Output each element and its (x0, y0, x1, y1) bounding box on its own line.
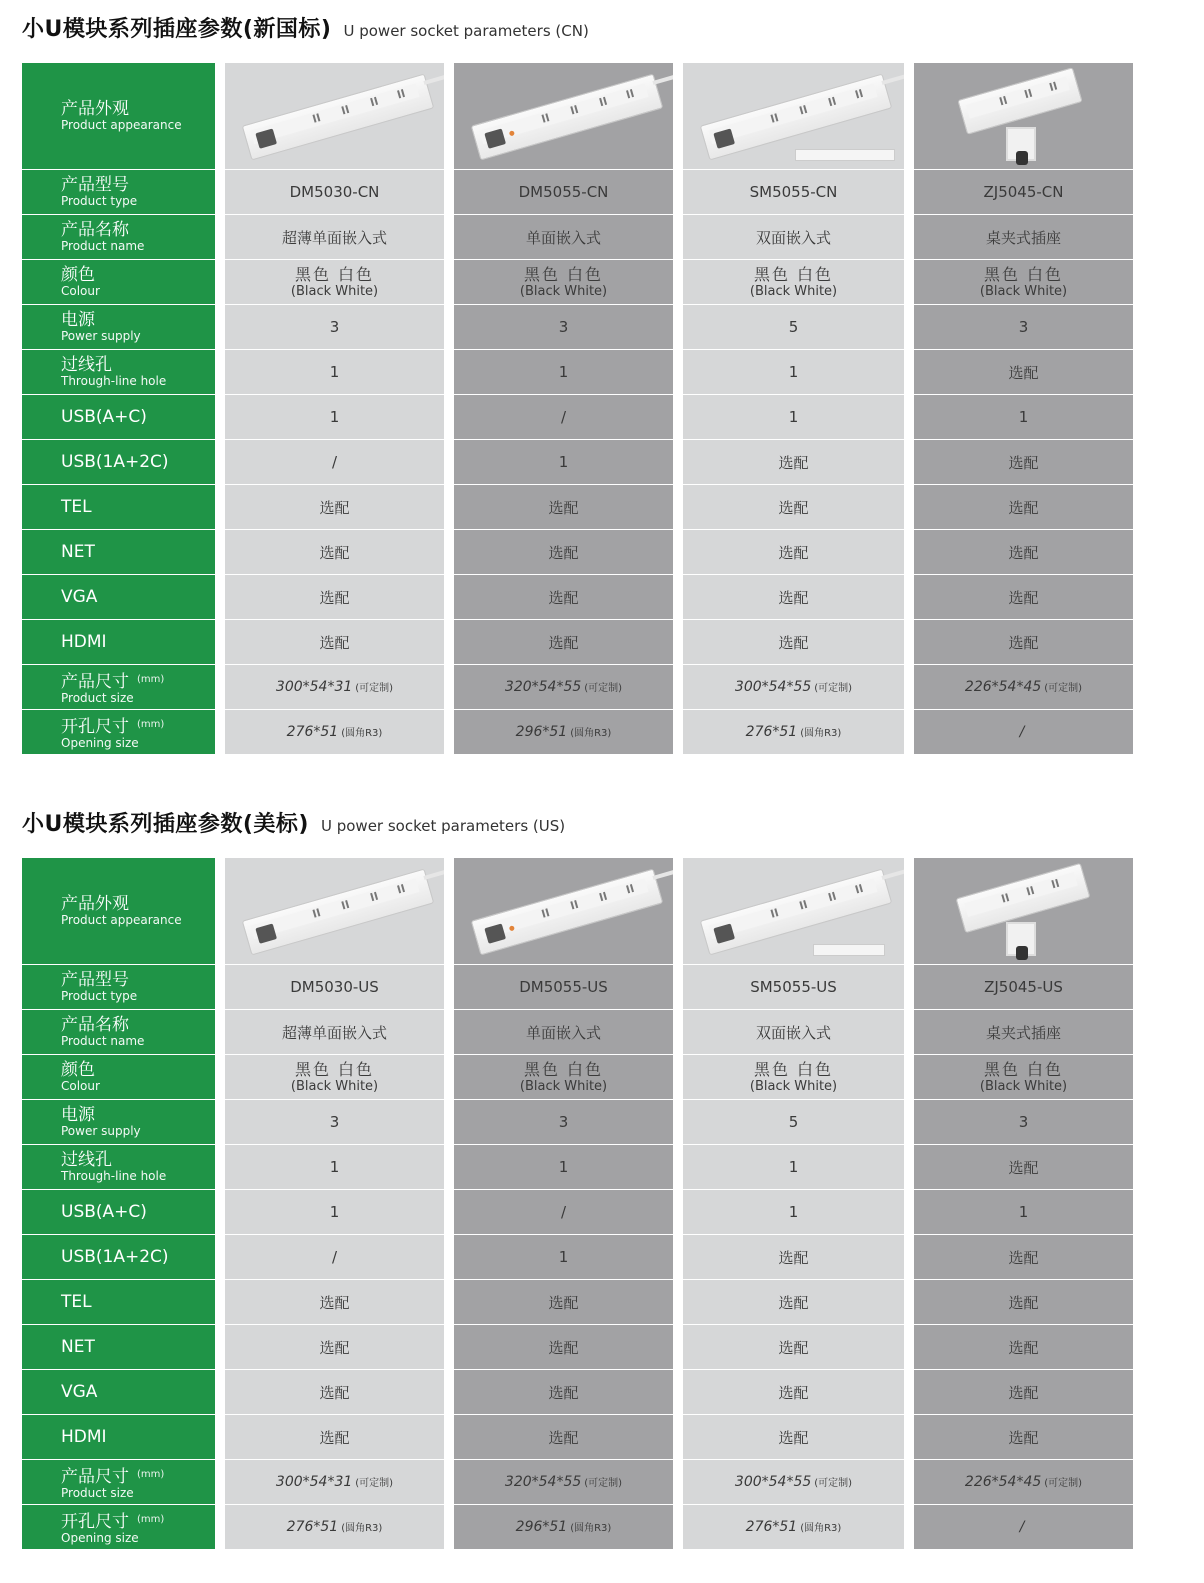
section-title-en: U power socket parameters (US) (320, 817, 566, 835)
label-en: Product type (61, 194, 138, 208)
colour-en: (Black White) (979, 1078, 1068, 1094)
cell-type: DM5030-US (225, 965, 444, 1009)
cell-net: 选配 (225, 530, 444, 574)
opening-note: (圆角R3) (800, 1523, 842, 1534)
opening-note: (圆角R3) (800, 728, 842, 739)
cell-colour (914, 260, 1133, 304)
size-value: 320*54*55 (504, 1474, 582, 1490)
row-usbac (22, 395, 1136, 440)
label-zh (61, 670, 215, 692)
label-usb1a2c (22, 1235, 215, 1279)
socket-back-image (795, 149, 895, 161)
opening-value: / (1019, 1519, 1025, 1535)
row-opening (22, 1505, 1136, 1550)
cell-vga: 选配 (683, 1370, 904, 1414)
size-value: 300*54*31 (275, 679, 353, 695)
size-note: (可定制) (355, 1478, 394, 1489)
cell-opening (914, 1505, 1133, 1549)
colour-zh: 黑色 白色 (753, 264, 834, 284)
section-title (22, 807, 565, 838)
label-en: Power supply (61, 1124, 141, 1138)
label-text: VGA (61, 1382, 98, 1402)
cell-usb1a2c: 1 (454, 440, 673, 484)
cell-usb1a2c: 选配 (914, 440, 1133, 484)
cell-opening (454, 710, 673, 754)
label-text: NET (61, 1337, 95, 1357)
product-image (683, 858, 904, 964)
spec-table (22, 63, 1136, 755)
label-vga (22, 1370, 215, 1414)
label-zh-text: 开孔尺寸 (61, 716, 129, 737)
label-text: USB(A+C) (61, 1202, 147, 1222)
label-en: Colour (61, 1079, 100, 1093)
label-zh: 过线孔 (61, 355, 112, 375)
size-value: 300*54*55 (734, 679, 812, 695)
label-en: Product name (61, 1034, 145, 1048)
cell-name: 超薄单面嵌入式 (225, 215, 444, 259)
row-hole (22, 350, 1136, 395)
label-usb1a2c (22, 440, 215, 484)
label-en: Through-line hole (61, 1169, 167, 1183)
label-zh-text: 开孔尺寸 (61, 1511, 129, 1532)
spec-table (22, 858, 1136, 1550)
colour-zh: 黑色 白色 (983, 264, 1064, 284)
cell-hdmi: 选配 (914, 1415, 1133, 1459)
socket-strip-image (700, 869, 893, 956)
cell-size (454, 665, 673, 709)
label-en: Product appearance (61, 118, 182, 132)
size-note: (可定制) (584, 683, 623, 694)
cell-tel: 选配 (225, 485, 444, 529)
colour-en: (Black White) (290, 283, 379, 299)
label-hole (22, 350, 215, 394)
cell-type: DM5055-US (454, 965, 673, 1009)
label-power (22, 1100, 215, 1144)
label-text: USB(1A+2C) (61, 452, 169, 472)
label-power (22, 305, 215, 349)
label-size (22, 1460, 215, 1504)
socket-strip-image (242, 869, 435, 956)
cell-hole: 1 (683, 1145, 904, 1189)
section-title-zh: 小U模块系列插座参数(美标) (22, 812, 309, 837)
cell-hdmi: 选配 (454, 620, 673, 664)
size-note: (可定制) (1044, 1478, 1083, 1489)
opening-value: 276*51 (745, 1519, 798, 1535)
cell-hole: 1 (683, 350, 904, 394)
cell-power: 3 (914, 1100, 1133, 1144)
label-type (22, 965, 215, 1009)
label-zh: 产品名称 (61, 220, 129, 240)
colour-en: (Black White) (519, 1078, 608, 1094)
cell-usb1a2c: 选配 (683, 440, 904, 484)
cell-opening (454, 1505, 673, 1549)
cell-hole: 选配 (914, 1145, 1133, 1189)
cell-power: 3 (225, 305, 444, 349)
colour-zh: 黑色 白色 (523, 264, 604, 284)
cell-hdmi: 选配 (225, 620, 444, 664)
cell-usbac: 1 (683, 395, 904, 439)
cell-opening (683, 710, 904, 754)
cell-hdmi: 选配 (683, 620, 904, 664)
label-zh: 产品型号 (61, 175, 129, 195)
cell-opening (225, 1505, 444, 1549)
cell-name: 超薄单面嵌入式 (225, 1010, 444, 1054)
label-en: Colour (61, 284, 100, 298)
label-unit: (mm) (137, 1468, 165, 1480)
label-zh: 产品型号 (61, 970, 129, 990)
label-unit: (mm) (137, 718, 165, 730)
product-image (225, 858, 444, 964)
label-en: Product size (61, 1485, 134, 1500)
row-type (22, 170, 1136, 215)
cell-vga: 选配 (454, 1370, 673, 1414)
cell-type: DM5030-CN (225, 170, 444, 214)
label-zh-text: 产品尺寸 (61, 671, 129, 692)
label-en: Opening size (61, 735, 139, 750)
label-text: USB(A+C) (61, 407, 147, 427)
cell-size (914, 665, 1133, 709)
label-size (22, 665, 215, 709)
cell-usb1a2c: 选配 (914, 1235, 1133, 1279)
size-value: 226*54*45 (964, 1474, 1042, 1490)
socket-strip-image (700, 74, 893, 161)
cell-name: 双面嵌入式 (683, 215, 904, 259)
row-power (22, 1100, 1136, 1145)
row-hdmi (22, 620, 1136, 665)
colour-en: (Black White) (749, 1078, 838, 1094)
colour-zh: 黑色 白色 (294, 264, 375, 284)
label-name (22, 215, 215, 259)
cell-power: 3 (454, 305, 673, 349)
label-zh: 电源 (61, 1105, 95, 1125)
label-name (22, 1010, 215, 1054)
cell-tel: 选配 (454, 485, 673, 529)
product-image (683, 63, 904, 169)
row-vga (22, 1370, 1136, 1415)
label-text: TEL (61, 497, 92, 517)
cell-usb1a2c: / (225, 440, 444, 484)
cell-colour (454, 260, 673, 304)
label-zh: 产品名称 (61, 1015, 129, 1035)
row-usb1a2c (22, 1235, 1136, 1280)
label-appearance (22, 858, 215, 964)
cell-colour (454, 1055, 673, 1099)
row-appearance (22, 858, 1136, 965)
row-net (22, 1325, 1136, 1370)
label-opening (22, 710, 215, 754)
cell-usb1a2c: 选配 (683, 1235, 904, 1279)
cell-tel: 选配 (454, 1280, 673, 1324)
cell-usbac: 1 (914, 1190, 1133, 1234)
label-zh (61, 1510, 215, 1532)
socket-back-image (813, 944, 885, 956)
cell-vga: 选配 (914, 1370, 1133, 1414)
cell-name: 桌夹式插座 (914, 1010, 1133, 1054)
socket-strip-image (242, 74, 435, 161)
colour-zh: 黑色 白色 (983, 1059, 1064, 1079)
row-opening (22, 710, 1136, 755)
cell-net: 选配 (914, 530, 1133, 574)
size-note: (可定制) (584, 1478, 623, 1489)
label-appearance (22, 63, 215, 169)
row-colour (22, 1055, 1136, 1100)
cell-hole: 选配 (914, 350, 1133, 394)
colour-en: (Black White) (519, 283, 608, 299)
cell-usb1a2c: / (225, 1235, 444, 1279)
cell-power: 5 (683, 305, 904, 349)
size-note: (可定制) (1044, 683, 1083, 694)
row-colour (22, 260, 1136, 305)
opening-value: 276*51 (745, 724, 798, 740)
colour-zh: 黑色 白色 (753, 1059, 834, 1079)
cell-type: SM5055-US (683, 965, 904, 1009)
row-usbac (22, 1190, 1136, 1235)
row-name (22, 1010, 1136, 1055)
label-tel (22, 485, 215, 529)
label-zh (61, 715, 215, 737)
cell-usb1a2c: 1 (454, 1235, 673, 1279)
colour-zh: 黑色 白色 (294, 1059, 375, 1079)
label-zh: 颜色 (61, 1060, 95, 1080)
label-zh: 产品外观 (61, 894, 129, 914)
label-en: Power supply (61, 329, 141, 343)
cell-size (225, 665, 444, 709)
cell-colour (683, 260, 904, 304)
label-zh: 电源 (61, 310, 95, 330)
label-colour (22, 260, 215, 304)
socket-strip-image (471, 869, 664, 956)
label-opening (22, 1505, 215, 1549)
product-image (914, 63, 1133, 169)
cell-colour (225, 1055, 444, 1099)
label-type (22, 170, 215, 214)
cell-opening (683, 1505, 904, 1549)
cell-usbac: 1 (225, 395, 444, 439)
cell-hole: 1 (225, 1145, 444, 1189)
cell-power: 3 (225, 1100, 444, 1144)
opening-value: / (1019, 724, 1025, 740)
section-title-zh: 小U模块系列插座参数(新国标) (22, 17, 332, 42)
cell-vga: 选配 (683, 575, 904, 619)
desk-clamp-image (1006, 922, 1036, 956)
cell-tel: 选配 (914, 485, 1133, 529)
row-name (22, 215, 1136, 260)
cell-size (683, 1460, 904, 1504)
colour-en: (Black White) (749, 283, 838, 299)
cell-hdmi: 选配 (683, 1415, 904, 1459)
desk-clamp-image (1006, 127, 1036, 161)
row-tel (22, 485, 1136, 530)
cell-net: 选配 (454, 530, 673, 574)
label-en: Opening size (61, 1530, 139, 1545)
label-colour (22, 1055, 215, 1099)
size-note: (可定制) (814, 1478, 853, 1489)
cell-net: 选配 (454, 1325, 673, 1369)
cell-vga: 选配 (914, 575, 1133, 619)
cell-net: 选配 (914, 1325, 1133, 1369)
label-zh: 过线孔 (61, 1150, 112, 1170)
label-zh: 产品外观 (61, 99, 129, 119)
cell-size (683, 665, 904, 709)
row-tel (22, 1280, 1136, 1325)
label-vga (22, 575, 215, 619)
cell-size (454, 1460, 673, 1504)
label-usbac (22, 1190, 215, 1234)
cell-name: 桌夹式插座 (914, 215, 1133, 259)
cell-usbac: 1 (225, 1190, 444, 1234)
colour-en: (Black White) (290, 1078, 379, 1094)
opening-value: 296*51 (515, 724, 568, 740)
cell-size (914, 1460, 1133, 1504)
cell-opening (225, 710, 444, 754)
row-hdmi (22, 1415, 1136, 1460)
cell-power: 3 (454, 1100, 673, 1144)
cell-colour (225, 260, 444, 304)
label-en: Product appearance (61, 913, 182, 927)
label-net (22, 530, 215, 574)
size-note: (可定制) (355, 683, 394, 694)
opening-value: 296*51 (515, 1519, 568, 1535)
cell-tel: 选配 (683, 1280, 904, 1324)
cell-power: 3 (914, 305, 1133, 349)
product-image (454, 858, 673, 964)
product-image (225, 63, 444, 169)
cell-type: ZJ5045-CN (914, 170, 1133, 214)
cell-colour (683, 1055, 904, 1099)
opening-value: 276*51 (286, 1519, 339, 1535)
section-title-en: U power socket parameters (CN) (343, 22, 589, 40)
label-zh-text: 产品尺寸 (61, 1466, 129, 1487)
label-hole (22, 1145, 215, 1189)
colour-en: (Black White) (979, 283, 1068, 299)
cell-hdmi: 选配 (914, 620, 1133, 664)
label-zh: 颜色 (61, 265, 95, 285)
label-tel (22, 1280, 215, 1324)
label-unit: (mm) (137, 673, 165, 685)
cell-usbac: 1 (914, 395, 1133, 439)
cell-name: 双面嵌入式 (683, 1010, 904, 1054)
cell-usbac: 1 (683, 1190, 904, 1234)
socket-strip-image (957, 67, 1082, 135)
cell-usbac: / (454, 1190, 673, 1234)
cell-type: SM5055-CN (683, 170, 904, 214)
size-note: (可定制) (814, 683, 853, 694)
label-text: TEL (61, 1292, 92, 1312)
opening-note: (圆角R3) (570, 728, 612, 739)
row-net (22, 530, 1136, 575)
cell-vga: 选配 (454, 575, 673, 619)
row-power (22, 305, 1136, 350)
row-type (22, 965, 1136, 1010)
cell-size (225, 1460, 444, 1504)
label-hdmi (22, 620, 215, 664)
cell-colour (914, 1055, 1133, 1099)
cell-hole: 1 (454, 1145, 673, 1189)
cell-name: 单面嵌入式 (454, 215, 673, 259)
label-en: Through-line hole (61, 374, 167, 388)
cell-hole: 1 (225, 350, 444, 394)
cell-power: 5 (683, 1100, 904, 1144)
cell-tel: 选配 (683, 485, 904, 529)
colour-zh: 黑色 白色 (523, 1059, 604, 1079)
row-size (22, 665, 1136, 710)
size-value: 320*54*55 (504, 679, 582, 695)
cell-vga: 选配 (225, 1370, 444, 1414)
cell-net: 选配 (225, 1325, 444, 1369)
size-value: 226*54*45 (964, 679, 1042, 695)
section-title (22, 12, 589, 43)
label-text: USB(1A+2C) (61, 1247, 169, 1267)
row-size (22, 1460, 1136, 1505)
label-en: Product type (61, 989, 138, 1003)
cell-vga: 选配 (225, 575, 444, 619)
row-hole (22, 1145, 1136, 1190)
opening-note: (圆角R3) (341, 728, 383, 739)
cell-tel: 选配 (225, 1280, 444, 1324)
cell-tel: 选配 (914, 1280, 1133, 1324)
cell-net: 选配 (683, 530, 904, 574)
label-en: Product size (61, 690, 134, 705)
label-hdmi (22, 1415, 215, 1459)
product-image (454, 63, 673, 169)
cell-hdmi: 选配 (225, 1415, 444, 1459)
cell-hole: 1 (454, 350, 673, 394)
row-vga (22, 575, 1136, 620)
cell-net: 选配 (683, 1325, 904, 1369)
label-zh (61, 1465, 215, 1487)
cell-opening (914, 710, 1133, 754)
label-text: HDMI (61, 1427, 107, 1447)
label-text: HDMI (61, 632, 107, 652)
product-image (914, 858, 1133, 964)
opening-note: (圆角R3) (341, 1523, 383, 1534)
label-text: NET (61, 542, 95, 562)
cell-type: ZJ5045-US (914, 965, 1133, 1009)
row-usb1a2c (22, 440, 1136, 485)
size-value: 300*54*55 (734, 1474, 812, 1490)
label-en: Product name (61, 239, 145, 253)
label-net (22, 1325, 215, 1369)
label-unit: (mm) (137, 1513, 165, 1525)
socket-strip-image (471, 74, 664, 161)
opening-note: (圆角R3) (570, 1523, 612, 1534)
label-text: VGA (61, 587, 98, 607)
cell-type: DM5055-CN (454, 170, 673, 214)
cell-hdmi: 选配 (454, 1415, 673, 1459)
opening-value: 276*51 (286, 724, 339, 740)
cell-name: 单面嵌入式 (454, 1010, 673, 1054)
size-value: 300*54*31 (275, 1474, 353, 1490)
cell-usbac: / (454, 395, 673, 439)
row-appearance (22, 63, 1136, 170)
label-usbac (22, 395, 215, 439)
